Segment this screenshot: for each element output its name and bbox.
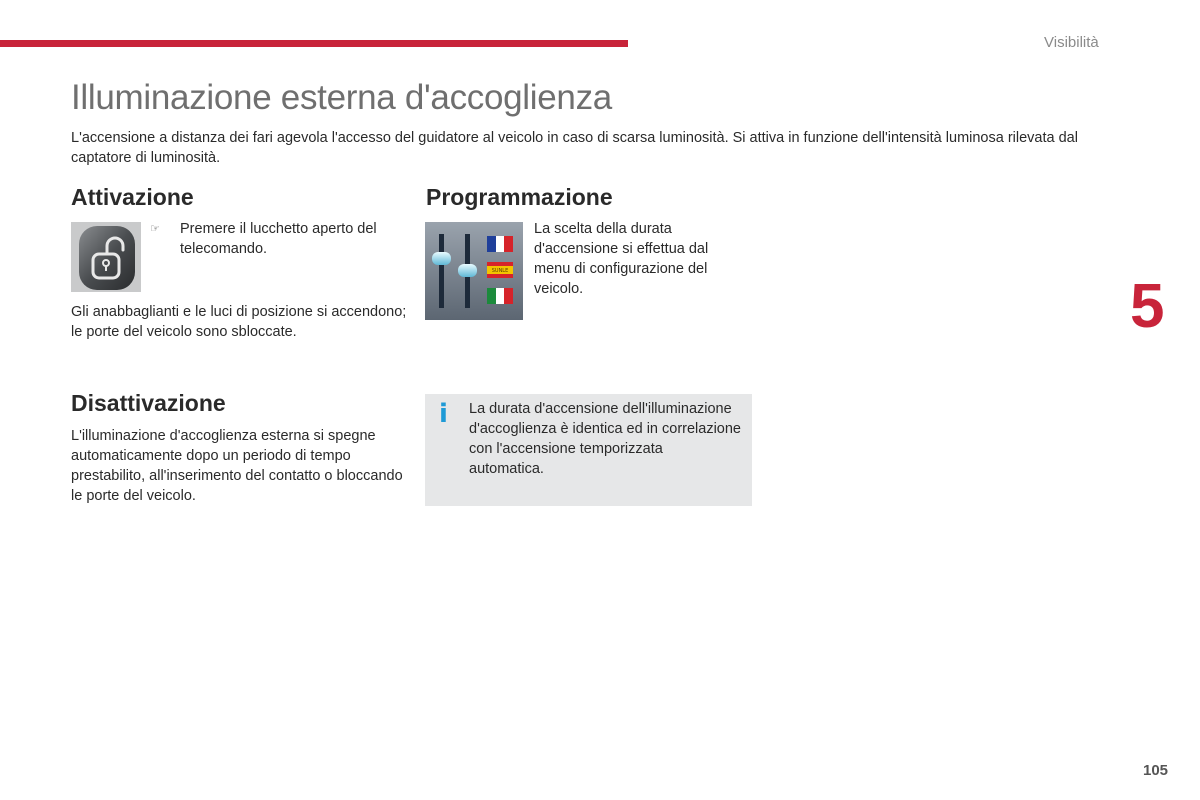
- info-text: La durata d'accensione dell'illuminazione d'accoglienza è identica ed in correlazione con l'accensione temporizzata automatica.: [469, 401, 741, 477]
- remote-unlock-icon: [71, 222, 141, 292]
- page-title: Illuminazione esterna d'accoglienza: [71, 78, 612, 117]
- settings-menu-icon: [425, 222, 523, 320]
- intro-paragraph: L'accensione a distanza dei fari agevola l'accesso del guidatore al veicolo in caso di scarsa luminosità. Si attiva in funzione dell'intensità luminosa rilevata dal captatore di luminosità.: [71, 130, 1078, 166]
- flag-label: SUNLE: [491, 268, 509, 274]
- pointer-bullet-icon: ☞: [150, 223, 160, 235]
- info-box: [425, 394, 752, 506]
- disattivazione-text: L'illuminazione d'accoglienza esterna si spegne automaticamente dopo un periodo di tempo prestabilito, all'inserimento del contatto o bloccando le porte del veicolo.: [71, 428, 403, 504]
- heading-attivazione: Attivazione: [71, 184, 194, 210]
- attivazione-result-text: Gli anabbaglianti e le luci di posizione si accendono; le porte del veicolo sono sbloccate.: [71, 304, 407, 340]
- heading-programmazione: Programmazione: [426, 184, 613, 210]
- chapter-number: 5: [1130, 272, 1165, 341]
- section-label: Visibilità: [1044, 34, 1099, 51]
- programmazione-text: La scelta della durata d'accensione si effettua dal menu di configurazione del veicolo.: [534, 221, 709, 297]
- attivazione-bullet-text: Premere il lucchetto aperto del telecomando.: [180, 221, 377, 257]
- heading-disattivazione: Disattivazione: [71, 390, 226, 416]
- page-number: 105: [1143, 762, 1169, 779]
- header-accent-bar: [0, 40, 628, 47]
- info-icon: i: [439, 399, 448, 429]
